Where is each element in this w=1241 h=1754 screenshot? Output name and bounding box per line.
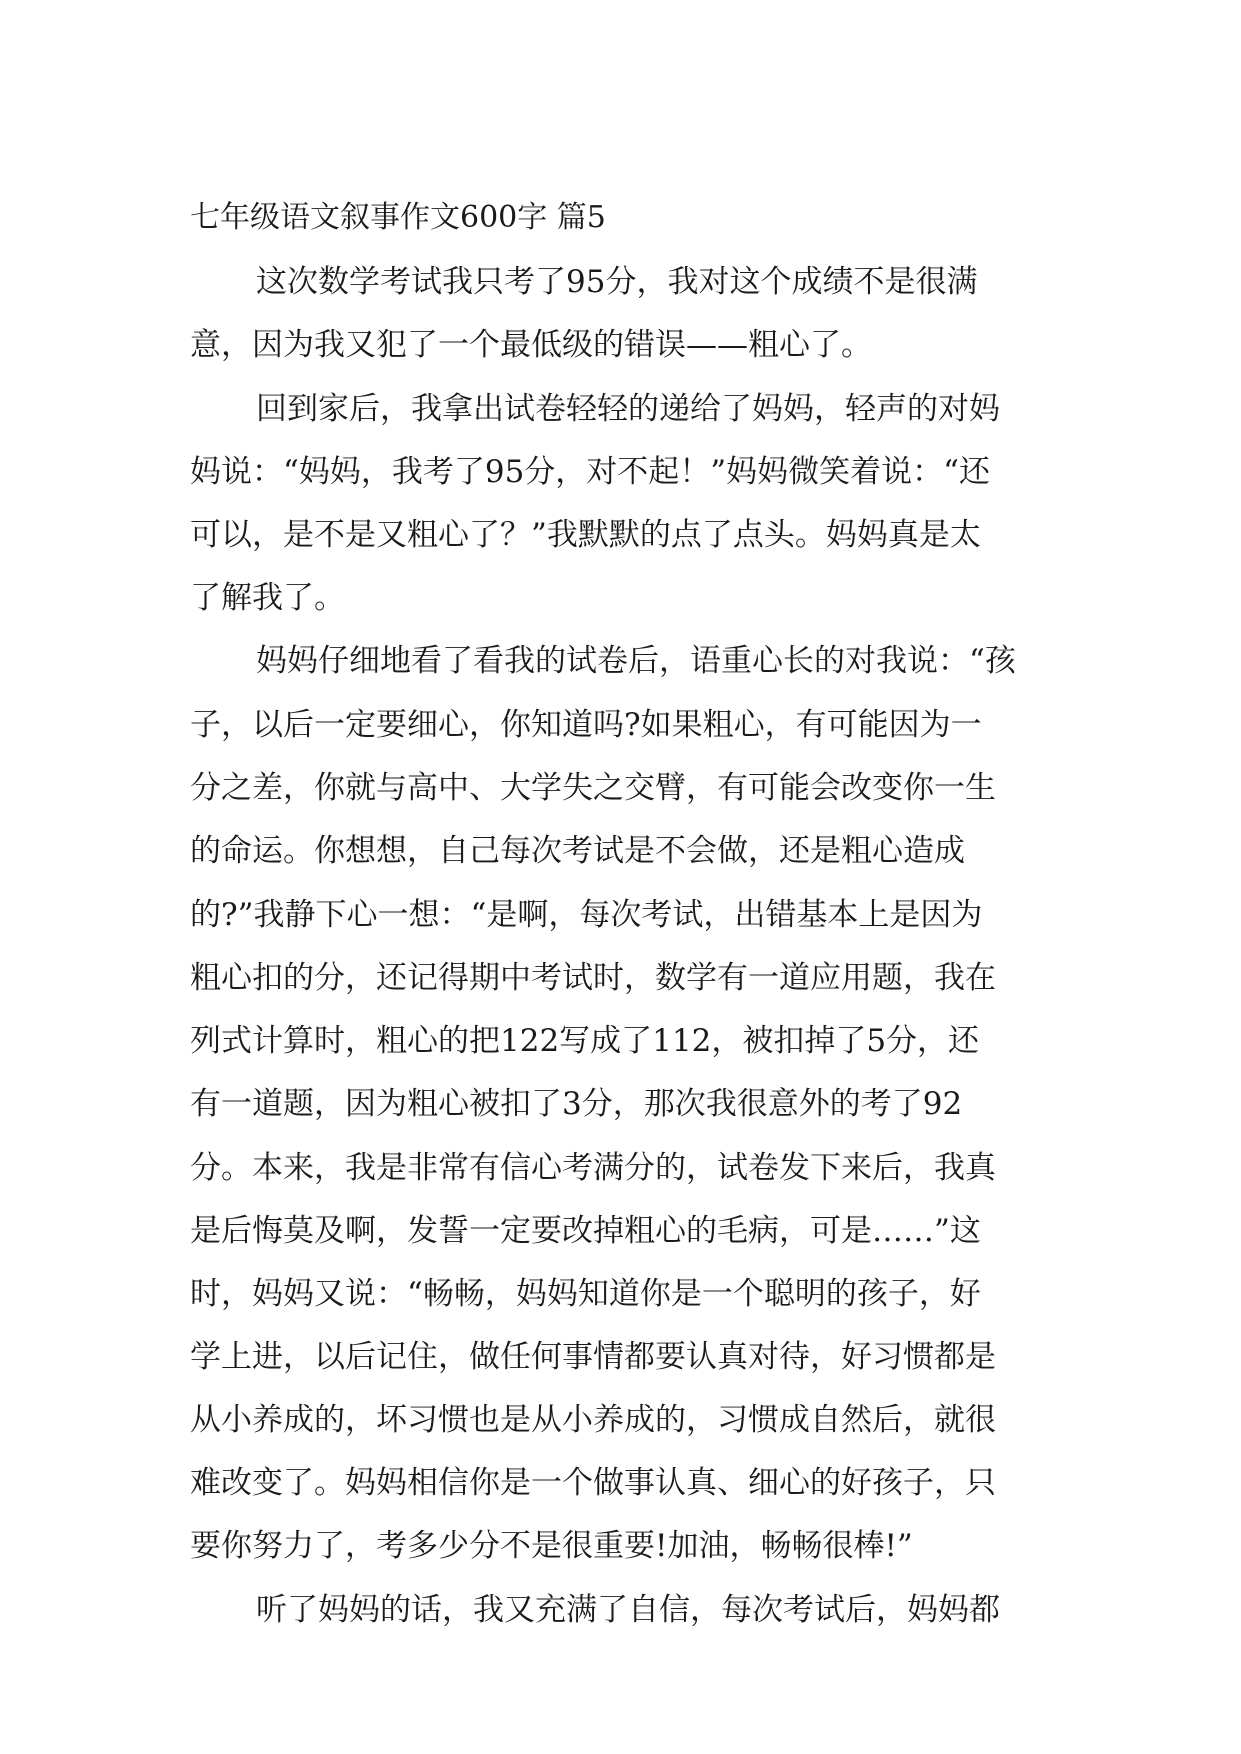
paragraph-3-line-11: 时，妈妈又说：“畅畅，妈妈知道你是一个聪明的孩子，好 [190, 1276, 981, 1312]
paragraph-3-line-5: 的?”我静下心一想：“是啊，每次考试，出错基本上是因为 [190, 897, 983, 933]
paragraph-2-line-3: 可以，是不是又粗心了？”我默默的点了点头。妈妈真是太 [190, 517, 981, 553]
paragraph-3-line-13: 从小养成的，坏习惯也是从小养成的，习惯成自然后，就很 [190, 1402, 996, 1438]
paragraph-3-line-3: 分之差，你就与高中、大学失之交臂，有可能会改变你一生 [190, 770, 996, 806]
paragraph-4-line-1: 听了妈妈的话，我又充满了自信，每次考试后，妈妈都 [256, 1592, 1000, 1628]
paragraph-3-line-10: 是后悔莫及啊，发誓一定要改掉粗心的毛病，可是……”这 [190, 1213, 981, 1249]
paragraph-2-line-4: 了解我了。 [190, 580, 345, 616]
paragraph-2-line-2: 妈说：“妈妈，我考了95分，对不起！”妈妈微笑着说：“还 [190, 454, 990, 490]
paragraph-3-line-4: 的命运。你想想，自己每次考试是不会做，还是粗心造成 [190, 833, 965, 869]
paragraph-3-line-7: 列式计算时，粗心的把122写成了112，被扣掉了5分，还 [190, 1023, 980, 1059]
paragraph-3-line-6: 粗心扣的分，还记得期中考试时，数学有一道应用题，我在 [190, 960, 996, 996]
paragraph-3-line-12: 学上进，以后记住，做任何事情都要认真对待，好习惯都是 [190, 1339, 996, 1375]
paragraph-1-line-2: 意，因为我又犯了一个最低级的错误——粗心了。 [190, 327, 872, 363]
paragraph-3-line-8: 有一道题，因为粗心被扣了3分，那次我很意外的考了92 [190, 1086, 963, 1122]
paragraph-3-line-1: 妈妈仔细地看了看我的试卷后，语重心长的对我说：“孩 [256, 643, 1016, 679]
paragraph-2-line-1: 回到家后，我拿出试卷轻轻的递给了妈妈，轻声的对妈 [256, 391, 1000, 427]
paragraph-3-line-9: 分。本来，我是非常有信心考满分的，试卷发下来后，我真 [190, 1150, 996, 1186]
paragraph-1-line-1: 这次数学考试我只考了95分，我对这个成绩不是很满 [256, 264, 978, 300]
paragraph-3-line-2: 子，以后一定要细心，你知道吗?如果粗心，有可能因为一 [190, 707, 982, 743]
paragraph-3-line-15: 要你努力了，考多少分不是很重要!加油，畅畅很棒!” [190, 1528, 913, 1564]
paragraph-3-line-14: 难改变了。妈妈相信你是一个做事认真、细心的好孩子，只 [190, 1465, 996, 1501]
document-title: 七年级语文叙事作文600字 篇5 [190, 200, 606, 235]
